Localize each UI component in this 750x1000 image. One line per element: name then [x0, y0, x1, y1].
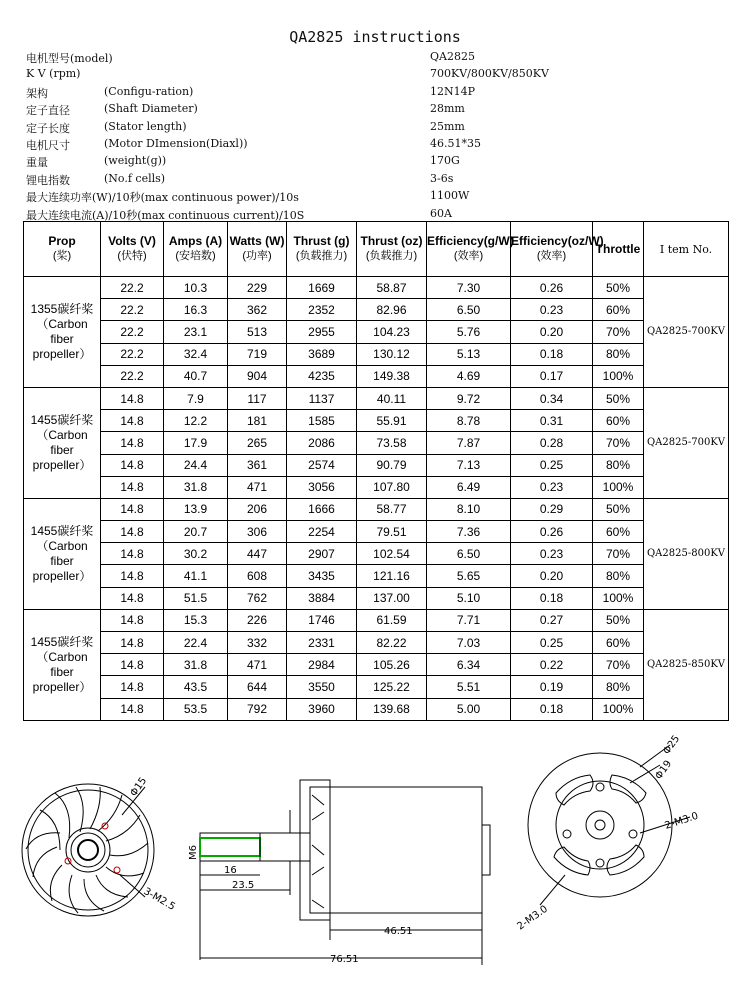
table-cell: 14.8 — [101, 432, 164, 454]
table-cell: 60% — [593, 410, 644, 432]
table-cell: 362 — [228, 299, 287, 321]
table-cell: 3884 — [287, 587, 357, 609]
table-cell: 20.7 — [164, 521, 228, 543]
column-header — [357, 222, 427, 277]
motor-drawings — [0, 725, 750, 1000]
table-cell: 2955 — [287, 321, 357, 343]
table-cell: 0.18 — [511, 343, 593, 365]
table-row — [24, 343, 729, 365]
table-cell: 904 — [228, 365, 287, 387]
spec-value: 60A — [430, 206, 452, 220]
page-title: QA2825 instructions — [289, 28, 461, 46]
column-header — [287, 222, 357, 277]
table-cell: 5.51 — [427, 676, 511, 698]
spec-value: 25mm — [430, 119, 465, 133]
table-cell: 608 — [228, 565, 287, 587]
spec-english-label: (weight(g)) — [104, 154, 167, 168]
table-cell: 1137 — [287, 387, 357, 409]
table-row — [24, 521, 729, 543]
prop-cell: 1355碳纤桨（Carbon fiber propeller） — [24, 277, 101, 388]
table-cell: 762 — [228, 587, 287, 609]
spec-english-label: (Shaft Diameter) — [104, 102, 198, 116]
table-cell: 30.2 — [164, 543, 228, 565]
side-view-drawing — [200, 780, 490, 965]
spec-row — [0, 118, 750, 135]
table-cell: 513 — [228, 321, 287, 343]
table-cell: 0.26 — [511, 521, 593, 543]
table-cell: 719 — [228, 343, 287, 365]
table-cell: 5.00 — [427, 698, 511, 720]
table-cell: 8.10 — [427, 498, 511, 520]
spec-value: 170G — [430, 154, 460, 168]
table-cell: 361 — [228, 454, 287, 476]
table-cell: 50% — [593, 609, 644, 631]
table-cell: 107.80 — [357, 476, 427, 498]
table-cell: 5.13 — [427, 343, 511, 365]
spec-label: 定子直径 — [26, 104, 70, 118]
spec-value: 700KV/800KV/850KV — [430, 67, 549, 81]
spec-row — [0, 83, 750, 100]
table-cell: 0.23 — [511, 299, 593, 321]
spec-row — [0, 205, 750, 222]
table-cell: 3960 — [287, 698, 357, 720]
table-cell: 22.2 — [101, 365, 164, 387]
spec-label: 最大连续电流(A)/10秒(max continuous current)/10S — [26, 208, 305, 222]
table-cell: 22.4 — [164, 632, 228, 654]
table-cell: 16.3 — [164, 299, 228, 321]
table-cell: 70% — [593, 543, 644, 565]
table-cell: 6.49 — [427, 476, 511, 498]
column-header — [511, 222, 604, 277]
table-cell: 306 — [228, 521, 287, 543]
table-cell: 0.19 — [511, 676, 593, 698]
column-header-zh: (功率) — [242, 250, 272, 262]
table-cell: 70% — [593, 432, 644, 454]
table-cell: 53.5 — [164, 698, 228, 720]
table-cell: 0.17 — [511, 365, 593, 387]
table-cell: 0.23 — [511, 476, 593, 498]
spec-value: 1100W — [430, 189, 470, 203]
spec-row — [0, 135, 750, 152]
spec-row — [0, 152, 750, 169]
table-cell: 137.00 — [357, 587, 427, 609]
table-cell: 22.2 — [101, 299, 164, 321]
table-cell: 100% — [593, 587, 644, 609]
table-cell: 0.23 — [511, 543, 593, 565]
spec-row — [0, 100, 750, 117]
spec-row — [0, 65, 750, 82]
table-cell: 22.2 — [101, 321, 164, 343]
dim-16-label: 16 — [224, 865, 237, 876]
column-header — [24, 222, 101, 277]
table-cell: 104.23 — [357, 321, 427, 343]
table-cell: 0.31 — [511, 410, 593, 432]
dim-23-5-label: 23.5 — [232, 880, 255, 891]
table-cell: 14.8 — [101, 410, 164, 432]
table-cell: 8.78 — [427, 410, 511, 432]
table-cell: 0.25 — [511, 632, 593, 654]
table-cell: 22.2 — [101, 343, 164, 365]
column-header-zh: (桨) — [52, 250, 72, 262]
table-cell: 7.87 — [427, 432, 511, 454]
spec-label: 架构 — [26, 86, 48, 100]
table-cell: 22.2 — [101, 277, 164, 299]
table-cell: 14.8 — [101, 632, 164, 654]
table-cell: 0.20 — [511, 565, 593, 587]
table-cell: 1666 — [287, 498, 357, 520]
table-cell: 0.18 — [511, 698, 593, 720]
table-cell: 14.8 — [101, 587, 164, 609]
table-cell: 3056 — [287, 476, 357, 498]
table-cell: 125.22 — [357, 676, 427, 698]
column-header — [101, 222, 164, 277]
column-header-zh: (安培数) — [175, 250, 216, 262]
table-row — [24, 387, 729, 409]
table-cell: 70% — [593, 654, 644, 676]
table-cell: 7.30 — [427, 277, 511, 299]
rear-screw-label-a: 2-M3.0 — [663, 810, 700, 832]
table-row — [24, 609, 729, 631]
spec-label: 重量 — [26, 156, 48, 170]
table-cell: 40.7 — [164, 365, 228, 387]
table-row — [24, 565, 729, 587]
table-cell: 102.54 — [357, 543, 427, 565]
table-cell: 14.8 — [101, 387, 164, 409]
table-cell: 82.22 — [357, 632, 427, 654]
table-row — [24, 498, 729, 520]
table-cell: 5.10 — [427, 587, 511, 609]
table-cell: 226 — [228, 609, 287, 631]
table-cell: 14.8 — [101, 698, 164, 720]
spec-english-label: (Configu-ration) — [104, 84, 194, 98]
column-header — [427, 222, 514, 277]
table-cell: 2574 — [287, 454, 357, 476]
table-cell: 2984 — [287, 654, 357, 676]
table-cell: 3435 — [287, 565, 357, 587]
table-cell: 0.26 — [511, 277, 593, 299]
table-cell: 14.8 — [101, 498, 164, 520]
spec-list — [0, 48, 750, 222]
spec-value: 46.51*35 — [430, 136, 481, 150]
column-header-en: Thrust (g) — [293, 234, 350, 248]
table-row — [24, 299, 729, 321]
front-view-drawing — [22, 784, 154, 916]
table-row — [24, 543, 729, 565]
table-cell: 14.8 — [101, 609, 164, 631]
table-row — [24, 654, 729, 676]
table-cell: 0.27 — [511, 609, 593, 631]
dim-76-51-label: 76.51 — [330, 954, 359, 965]
table-cell: 2907 — [287, 543, 357, 565]
table-cell: 1669 — [287, 277, 357, 299]
table-cell: 31.8 — [164, 476, 228, 498]
table-cell: 0.34 — [511, 387, 593, 409]
column-header-zh: (效率) — [536, 250, 567, 262]
table-cell: 15.3 — [164, 609, 228, 631]
item-no-cell: QA2825-700KV — [644, 387, 729, 498]
spec-label: K V (rpm) — [26, 67, 81, 81]
performance-table — [23, 221, 729, 721]
table-cell: 2352 — [287, 299, 357, 321]
table-cell: 61.59 — [357, 609, 427, 631]
column-header-zh: (伏特) — [117, 250, 147, 262]
column-header — [164, 222, 228, 277]
table-cell: 121.16 — [357, 565, 427, 587]
table-cell: 58.87 — [357, 277, 427, 299]
table-cell: 265 — [228, 432, 287, 454]
table-cell: 7.71 — [427, 609, 511, 631]
table-cell: 471 — [228, 654, 287, 676]
table-cell: 82.96 — [357, 299, 427, 321]
table-cell: 14.8 — [101, 676, 164, 698]
prop-cell: 1455碳纤桨（Carbon fiber propeller） — [24, 498, 101, 609]
column-header-en: Efficiency(oz/W) — [511, 234, 604, 248]
spec-row — [0, 48, 750, 65]
table-cell: 24.4 — [164, 454, 228, 476]
left-dia-label: Φ15 — [128, 775, 150, 799]
table-cell: 5.65 — [427, 565, 511, 587]
table-row — [24, 476, 729, 498]
table-cell: 43.5 — [164, 676, 228, 698]
table-cell: 0.20 — [511, 321, 593, 343]
table-cell: 2254 — [287, 521, 357, 543]
table-cell: 332 — [228, 632, 287, 654]
column-header-en: I tem No. — [659, 242, 713, 256]
table-cell: 3689 — [287, 343, 357, 365]
table-cell: 181 — [228, 410, 287, 432]
table-cell: 100% — [593, 698, 644, 720]
table-cell: 3550 — [287, 676, 357, 698]
column-header-en: Thrust (oz) — [360, 234, 423, 248]
table-cell: 7.9 — [164, 387, 228, 409]
table-cell: 70% — [593, 321, 644, 343]
table-cell: 2086 — [287, 432, 357, 454]
table-row — [24, 365, 729, 387]
table-cell: 792 — [228, 698, 287, 720]
table-cell: 1746 — [287, 609, 357, 631]
table-cell: 7.13 — [427, 454, 511, 476]
table-cell: 32.4 — [164, 343, 228, 365]
item-no-cell: QA2825-800KV — [644, 498, 729, 609]
table-cell: 0.18 — [511, 587, 593, 609]
spec-value: QA2825 — [430, 50, 475, 63]
spec-label: 电机型号(model) — [26, 52, 113, 65]
table-cell: 14.8 — [101, 654, 164, 676]
column-header-en: Efficiency(g/W) — [427, 234, 514, 248]
table-cell: 4.69 — [427, 365, 511, 387]
table-cell: 139.68 — [357, 698, 427, 720]
table-cell: 644 — [228, 676, 287, 698]
prop-cell: 1455碳纤桨（Carbon fiber propeller） — [24, 387, 101, 498]
table-row — [24, 632, 729, 654]
table-cell: 7.03 — [427, 632, 511, 654]
table-cell: 0.28 — [511, 432, 593, 454]
table-cell: 73.58 — [357, 432, 427, 454]
spec-label: 最大连续功率(W)/10秒(max continuous power)/10s — [26, 191, 299, 205]
table-cell: 0.22 — [511, 654, 593, 676]
table-cell: 80% — [593, 454, 644, 476]
spec-row — [0, 170, 750, 187]
column-header-en: Amps (A) — [168, 234, 223, 248]
spec-english-label: (No.f cells) — [104, 171, 166, 185]
column-header-en: Throttle — [595, 241, 641, 256]
column-header-zh: (负载推力) — [295, 250, 348, 262]
table-cell: 51.5 — [164, 587, 228, 609]
spec-value: 12N14P — [430, 84, 476, 98]
spec-value: 3-6s — [430, 171, 454, 185]
table-cell: 100% — [593, 476, 644, 498]
table-cell: 60% — [593, 521, 644, 543]
table-cell: 14.8 — [101, 543, 164, 565]
spec-english-label: (Stator length) — [104, 119, 187, 133]
table-cell: 6.50 — [427, 299, 511, 321]
table-row — [24, 454, 729, 476]
table-cell: 40.11 — [357, 387, 427, 409]
spec-label: 定子长度 — [26, 121, 70, 135]
table-cell: 6.50 — [427, 543, 511, 565]
column-header — [644, 222, 729, 277]
table-cell: 17.9 — [164, 432, 228, 454]
table-cell: 80% — [593, 676, 644, 698]
table-cell: 50% — [593, 277, 644, 299]
item-no-cell: QA2825-700KV — [644, 277, 729, 388]
column-header — [593, 222, 644, 277]
table-cell: 14.8 — [101, 521, 164, 543]
table-cell: 80% — [593, 343, 644, 365]
table-cell: 471 — [228, 476, 287, 498]
left-screw-label: 3-M2.5 — [141, 886, 177, 913]
table-cell: 14.8 — [101, 565, 164, 587]
rear-dia-19-label: Φ19 — [653, 758, 675, 782]
table-cell: 206 — [228, 498, 287, 520]
table-cell: 10.3 — [164, 277, 228, 299]
table-header-row — [24, 222, 729, 277]
table-row — [24, 587, 729, 609]
shaft-dia-label: M6 — [188, 845, 199, 860]
table-cell: 23.1 — [164, 321, 228, 343]
table-cell: 7.36 — [427, 521, 511, 543]
column-header — [228, 222, 287, 277]
rear-dia-25-label: Φ25 — [661, 733, 683, 757]
dim-46-51-label: 46.51 — [384, 926, 413, 937]
table-cell: 79.51 — [357, 521, 427, 543]
table-cell: 80% — [593, 565, 644, 587]
rear-screw-label-b: 2-M3.0 — [515, 903, 550, 933]
table-cell: 117 — [228, 387, 287, 409]
table-cell: 31.8 — [164, 654, 228, 676]
table-cell: 50% — [593, 498, 644, 520]
table-cell: 50% — [593, 387, 644, 409]
table-cell: 58.77 — [357, 498, 427, 520]
table-cell: 4235 — [287, 365, 357, 387]
table-row — [24, 432, 729, 454]
table-cell: 130.12 — [357, 343, 427, 365]
table-cell: 90.79 — [357, 454, 427, 476]
table-cell: 447 — [228, 543, 287, 565]
column-header-zh: (效率) — [453, 250, 484, 262]
table-cell: 2331 — [287, 632, 357, 654]
column-header-en: Volts (V) — [108, 234, 156, 248]
table-cell: 5.76 — [427, 321, 511, 343]
table-row — [24, 698, 729, 720]
table-cell: 105.26 — [357, 654, 427, 676]
table-cell: 229 — [228, 277, 287, 299]
table-cell: 14.8 — [101, 454, 164, 476]
table-cell: 55.91 — [357, 410, 427, 432]
item-no-cell: QA2825-850KV — [644, 609, 729, 720]
table-cell: 60% — [593, 632, 644, 654]
column-header-zh: (负载推力) — [365, 250, 418, 262]
table-cell: 14.8 — [101, 476, 164, 498]
table-cell: 9.72 — [427, 387, 511, 409]
table-row — [24, 321, 729, 343]
table-cell: 12.2 — [164, 410, 228, 432]
table-cell: 0.29 — [511, 498, 593, 520]
table-cell: 149.38 — [357, 365, 427, 387]
spec-english-label: (Motor DImension(Diaxl)) — [104, 136, 248, 150]
table-cell: 41.1 — [164, 565, 228, 587]
spec-row — [0, 187, 750, 204]
table-row — [24, 277, 729, 299]
table-cell: 100% — [593, 365, 644, 387]
table-row — [24, 410, 729, 432]
spec-value: 28mm — [430, 102, 465, 116]
table-row — [24, 676, 729, 698]
table-cell: 60% — [593, 299, 644, 321]
prop-cell: 1455碳纤桨（Carbon fiber propeller） — [24, 609, 101, 720]
table-cell: 0.25 — [511, 454, 593, 476]
table-cell: 13.9 — [164, 498, 228, 520]
table-cell: 1585 — [287, 410, 357, 432]
column-header-en: Watts (W) — [229, 234, 285, 248]
column-header-en: Prop — [48, 234, 76, 248]
spec-label: 电机尺寸 — [26, 138, 70, 152]
spec-label: 锂电指数 — [26, 173, 70, 187]
table-cell: 6.34 — [427, 654, 511, 676]
